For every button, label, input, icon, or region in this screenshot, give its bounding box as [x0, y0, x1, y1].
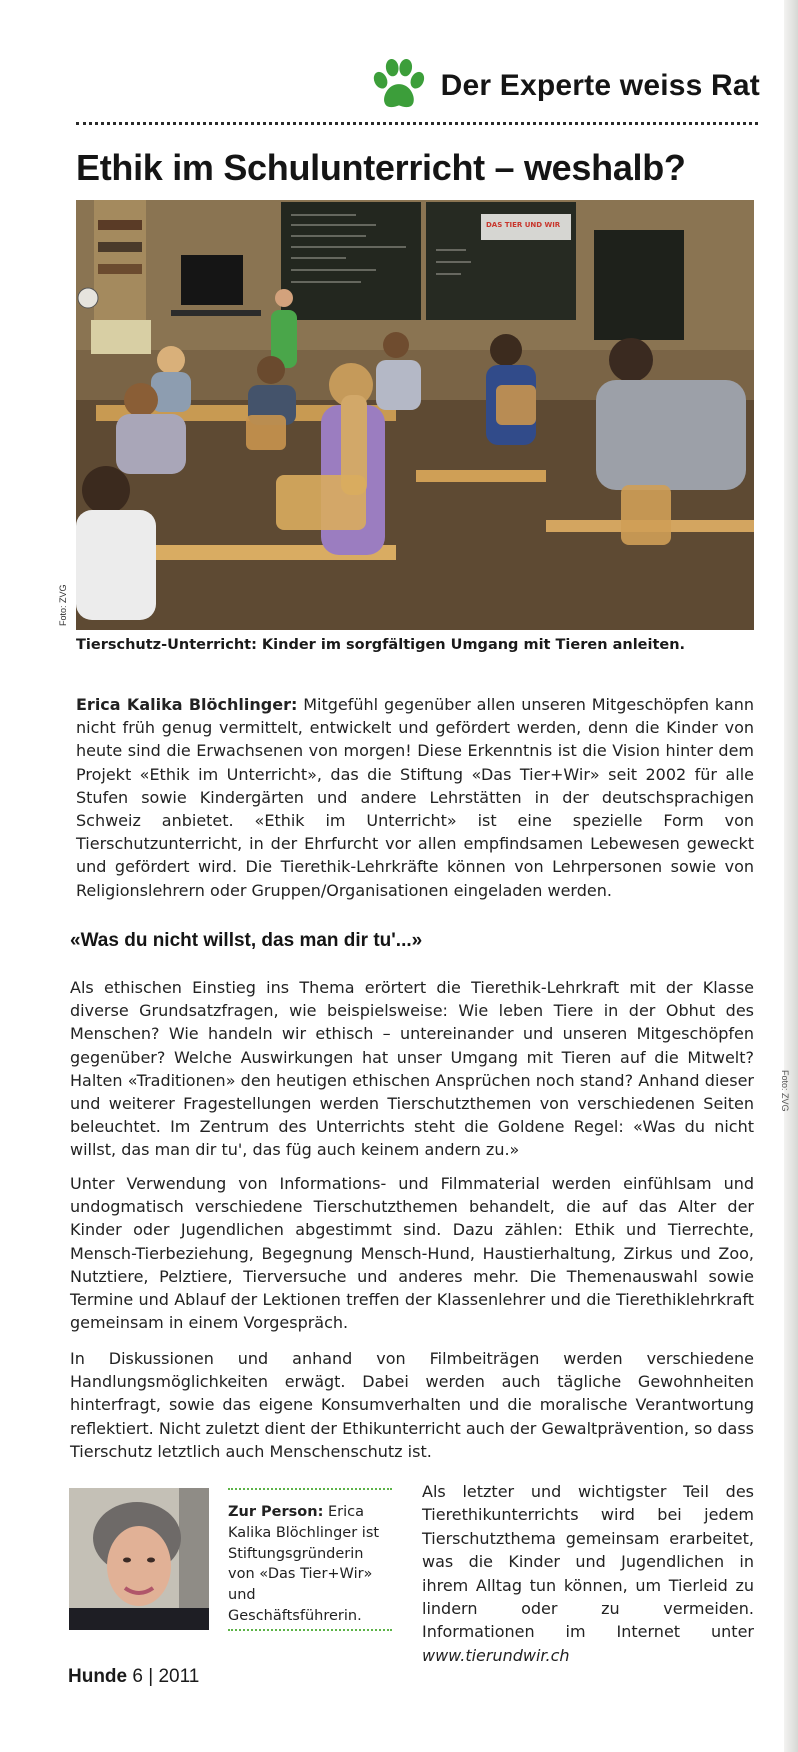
paragraph-2: Als ethischen Einstieg ins Thema erörtert die Tierethik-Lehrkraft mit der Klasse diverse Grundsatzfragen, wie beispielsweise: Wie leben Tiere in der Obhut des Menschen? Wie handeln wir ethisch – untereinander und unseren Mitgeschöpfen gegenüber? Welche Auswirkungen hat unser Umgang mit Tieren auf die Mitwelt? Halten «Traditionen» den heutigen ethischen Ansprüchen noch stand? Anhand dieser und weiterer Fragestellungen werden Tierschutzthemen von verschiedenen Seiten beleuchtet. Im Zentrum des Unterrichts steht die Goldene Regel: «Was du nicht willst, das man dir tu', das füg auch keinem andern zu.»	[70, 978, 754, 1160]
section-header	[360, 54, 760, 118]
side-photo-credit: Foto: ZVG	[780, 1070, 790, 1112]
author-bio	[228, 1502, 392, 1627]
page-edge	[784, 0, 798, 1752]
author-portrait	[69, 1488, 209, 1630]
chalkboard-banner-text: DAS TIER UND WIR	[486, 221, 561, 229]
header-divider	[76, 122, 758, 125]
bio-label: Zur Person:	[228, 1504, 324, 1520]
article-headline: Ethik im Schulunterricht – weshalb?	[76, 147, 686, 188]
issue-number: 6 | 2011	[127, 1666, 200, 1687]
intro-paragraph	[76, 693, 754, 902]
website-link[interactable]: www.tierundwir.ch	[422, 1645, 570, 1665]
photo-caption: Tierschutz-Unterricht: Kinder im sorgfältigen Umgang mit Tieren anleiten.	[76, 637, 686, 653]
photo-credit: Foto: ZVG	[58, 584, 68, 626]
closing-paragraph	[422, 1480, 754, 1667]
closing-text: Als letzter und wichtigster Teil des Tierethikunterrichts wird bei jedem Tierschutzthema gemeinsam erarbeitet, was die Kinder und Jugendlichen in ihrem Alltag tun können, um Tierleid zu lindern oder zu vermeiden. Informationen im Internet unter	[422, 1482, 754, 1642]
paw-icon	[369, 57, 427, 115]
magazine-name: Hunde	[68, 1666, 128, 1687]
section-title: Der Experte weiss Rat	[440, 69, 760, 102]
subheading: «Was du nicht willst, das man dir tu'...»	[70, 930, 423, 951]
page-footer	[68, 1666, 199, 1688]
author-bio-box	[228, 1488, 392, 1632]
bio-divider-bottom	[228, 1629, 392, 1631]
paragraph-4: In Diskussionen und anhand von Filmbeiträgen werden verschiedene Handlungsmöglichkeiten erwägt. Dabei werden auch tägliche Gewohnheiten hinterfragt, sowie das eigene Konsumverhalten und die moralische Verantwortung reflektiert. Nicht zuletzt dient der Ethikunterricht auch der Gewaltprävention, so dass Tierschutz letztlich auch Menschenschutz ist.	[70, 1349, 754, 1461]
author-lead: Erica Kalika Blöchlinger:	[76, 695, 298, 714]
bio-text: Erica Kalika Blöchlinger ist Stiftungsgründerin von «Das Tier+Wir» und Geschäftsführerin.	[228, 1504, 380, 1624]
classroom-photo	[76, 200, 754, 630]
bio-divider-top	[228, 1488, 392, 1490]
paragraph-3: Unter Verwendung von Informations- und Filmmaterial werden einfühlsam und undogmatisch verschiedene Tierschutzthemen behandelt, die auf das Alter der Kinder oder Jugendlichen abgestimmt sind. Dazu zählen: Ethik und Tierrechte, Mensch-Tierbeziehung, Begegnung Mensch-Hund, Haustierhaltung, Zirkus und Zoo, Nutztiere, Pelztiere, Tierversuche und anderes mehr. Die Themenauswahl sowie Termine und Ablauf der Lektionen treffen der Klassenlehrer und die Tierethiklehrkraft gemeinsam in einem Vorgespräch.	[70, 1174, 754, 1333]
intro-text: Mitgefühl gegenüber allen unseren Mitgeschöpfen kann nicht früh genug vermittelt, entwickelt und gefördert werden, denn die Kinder von heute sind die Erwachsenen von morgen! Diese Erkenntnis ist die Vision hinter dem Projekt «Ethik im Unterricht», das die Stiftung «Das Tier+Wir» seit 2002 für alle Stufen sowie Kindergärten und andere Lehrstätten in der deutschsprachigen Schweiz anbietet. «Ethik im Unterricht» ist eine spezielle Form von Tierschutzunterricht, in der Ehrfurcht vor allen empfindsamen Lebewesen geweckt und gefördert wird. Die Tierethik-Lehrkräfte können von Lehrpersonen sowie von Religionslehrern oder Gruppen/Organisationen eingeladen werden.	[76, 695, 754, 900]
